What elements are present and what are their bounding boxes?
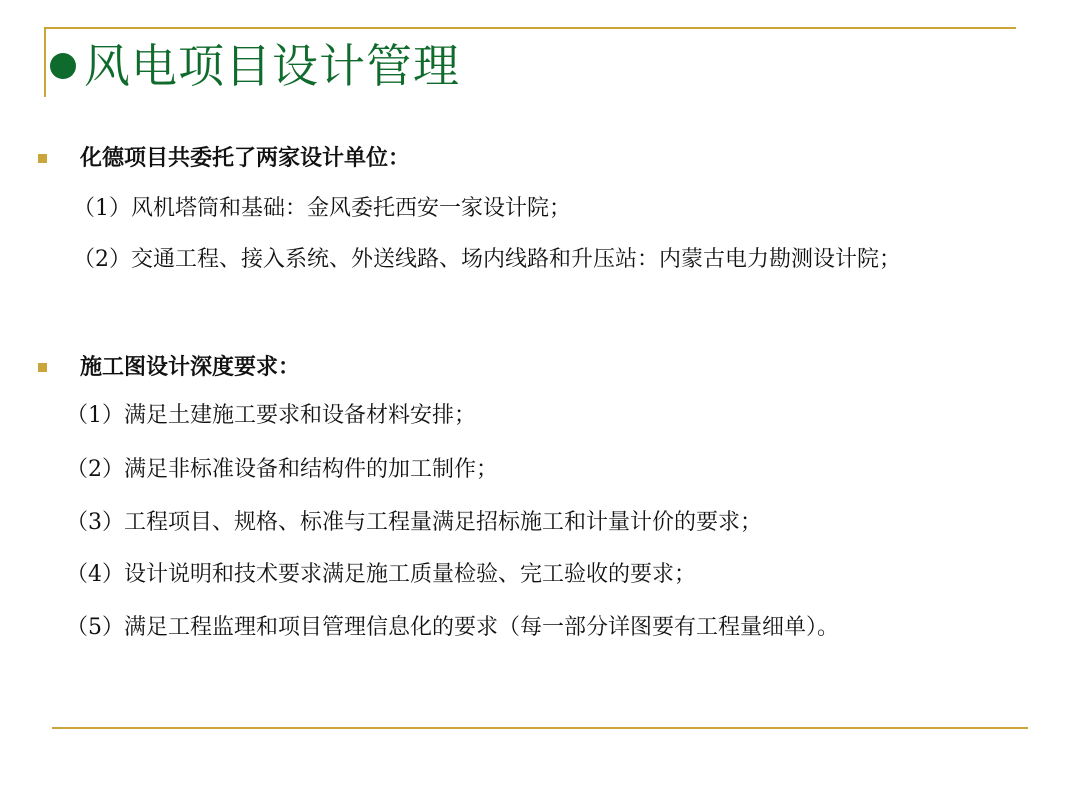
list-item: （4）设计说明和技术要求满足施工质量检验、完工验收的要求； [66,562,696,587]
section-heading-depth-requirements [38,352,300,382]
top-divider-line [44,27,1016,29]
section-heading-text: 施工图设计深度要求： [80,354,301,380]
left-accent-line [44,27,46,97]
list-item: （1）满足土建施工要求和设备材料安排； [66,403,476,428]
list-item: （1）风机塔筒和基础：金风委托西安一家设计院； [73,196,571,221]
section-heading-design-units [38,143,410,173]
square-bullet-icon [38,363,47,372]
list-item: （3）工程项目、规格、标准与工程量满足招标施工和计量计价的要求； [66,510,762,535]
list-item: （2）满足非标准设备和结构件的加工制作； [66,457,498,482]
square-bullet-icon [38,154,47,163]
bottom-divider-line [52,727,1028,729]
page-title: 风电项目设计管理 [84,39,460,93]
title-bullet-icon [50,53,76,79]
list-item: （2）交通工程、接入系统、外送线路、场内线路和升压站：内蒙古电力勘测设计院； [73,247,901,272]
list-item: （5）满足工程监理和项目管理信息化的要求（每一部分详图要有工程量细单）。 [66,615,839,640]
title-block [50,36,460,96]
section-heading-text: 化德项目共委托了两家设计单位： [80,145,411,171]
